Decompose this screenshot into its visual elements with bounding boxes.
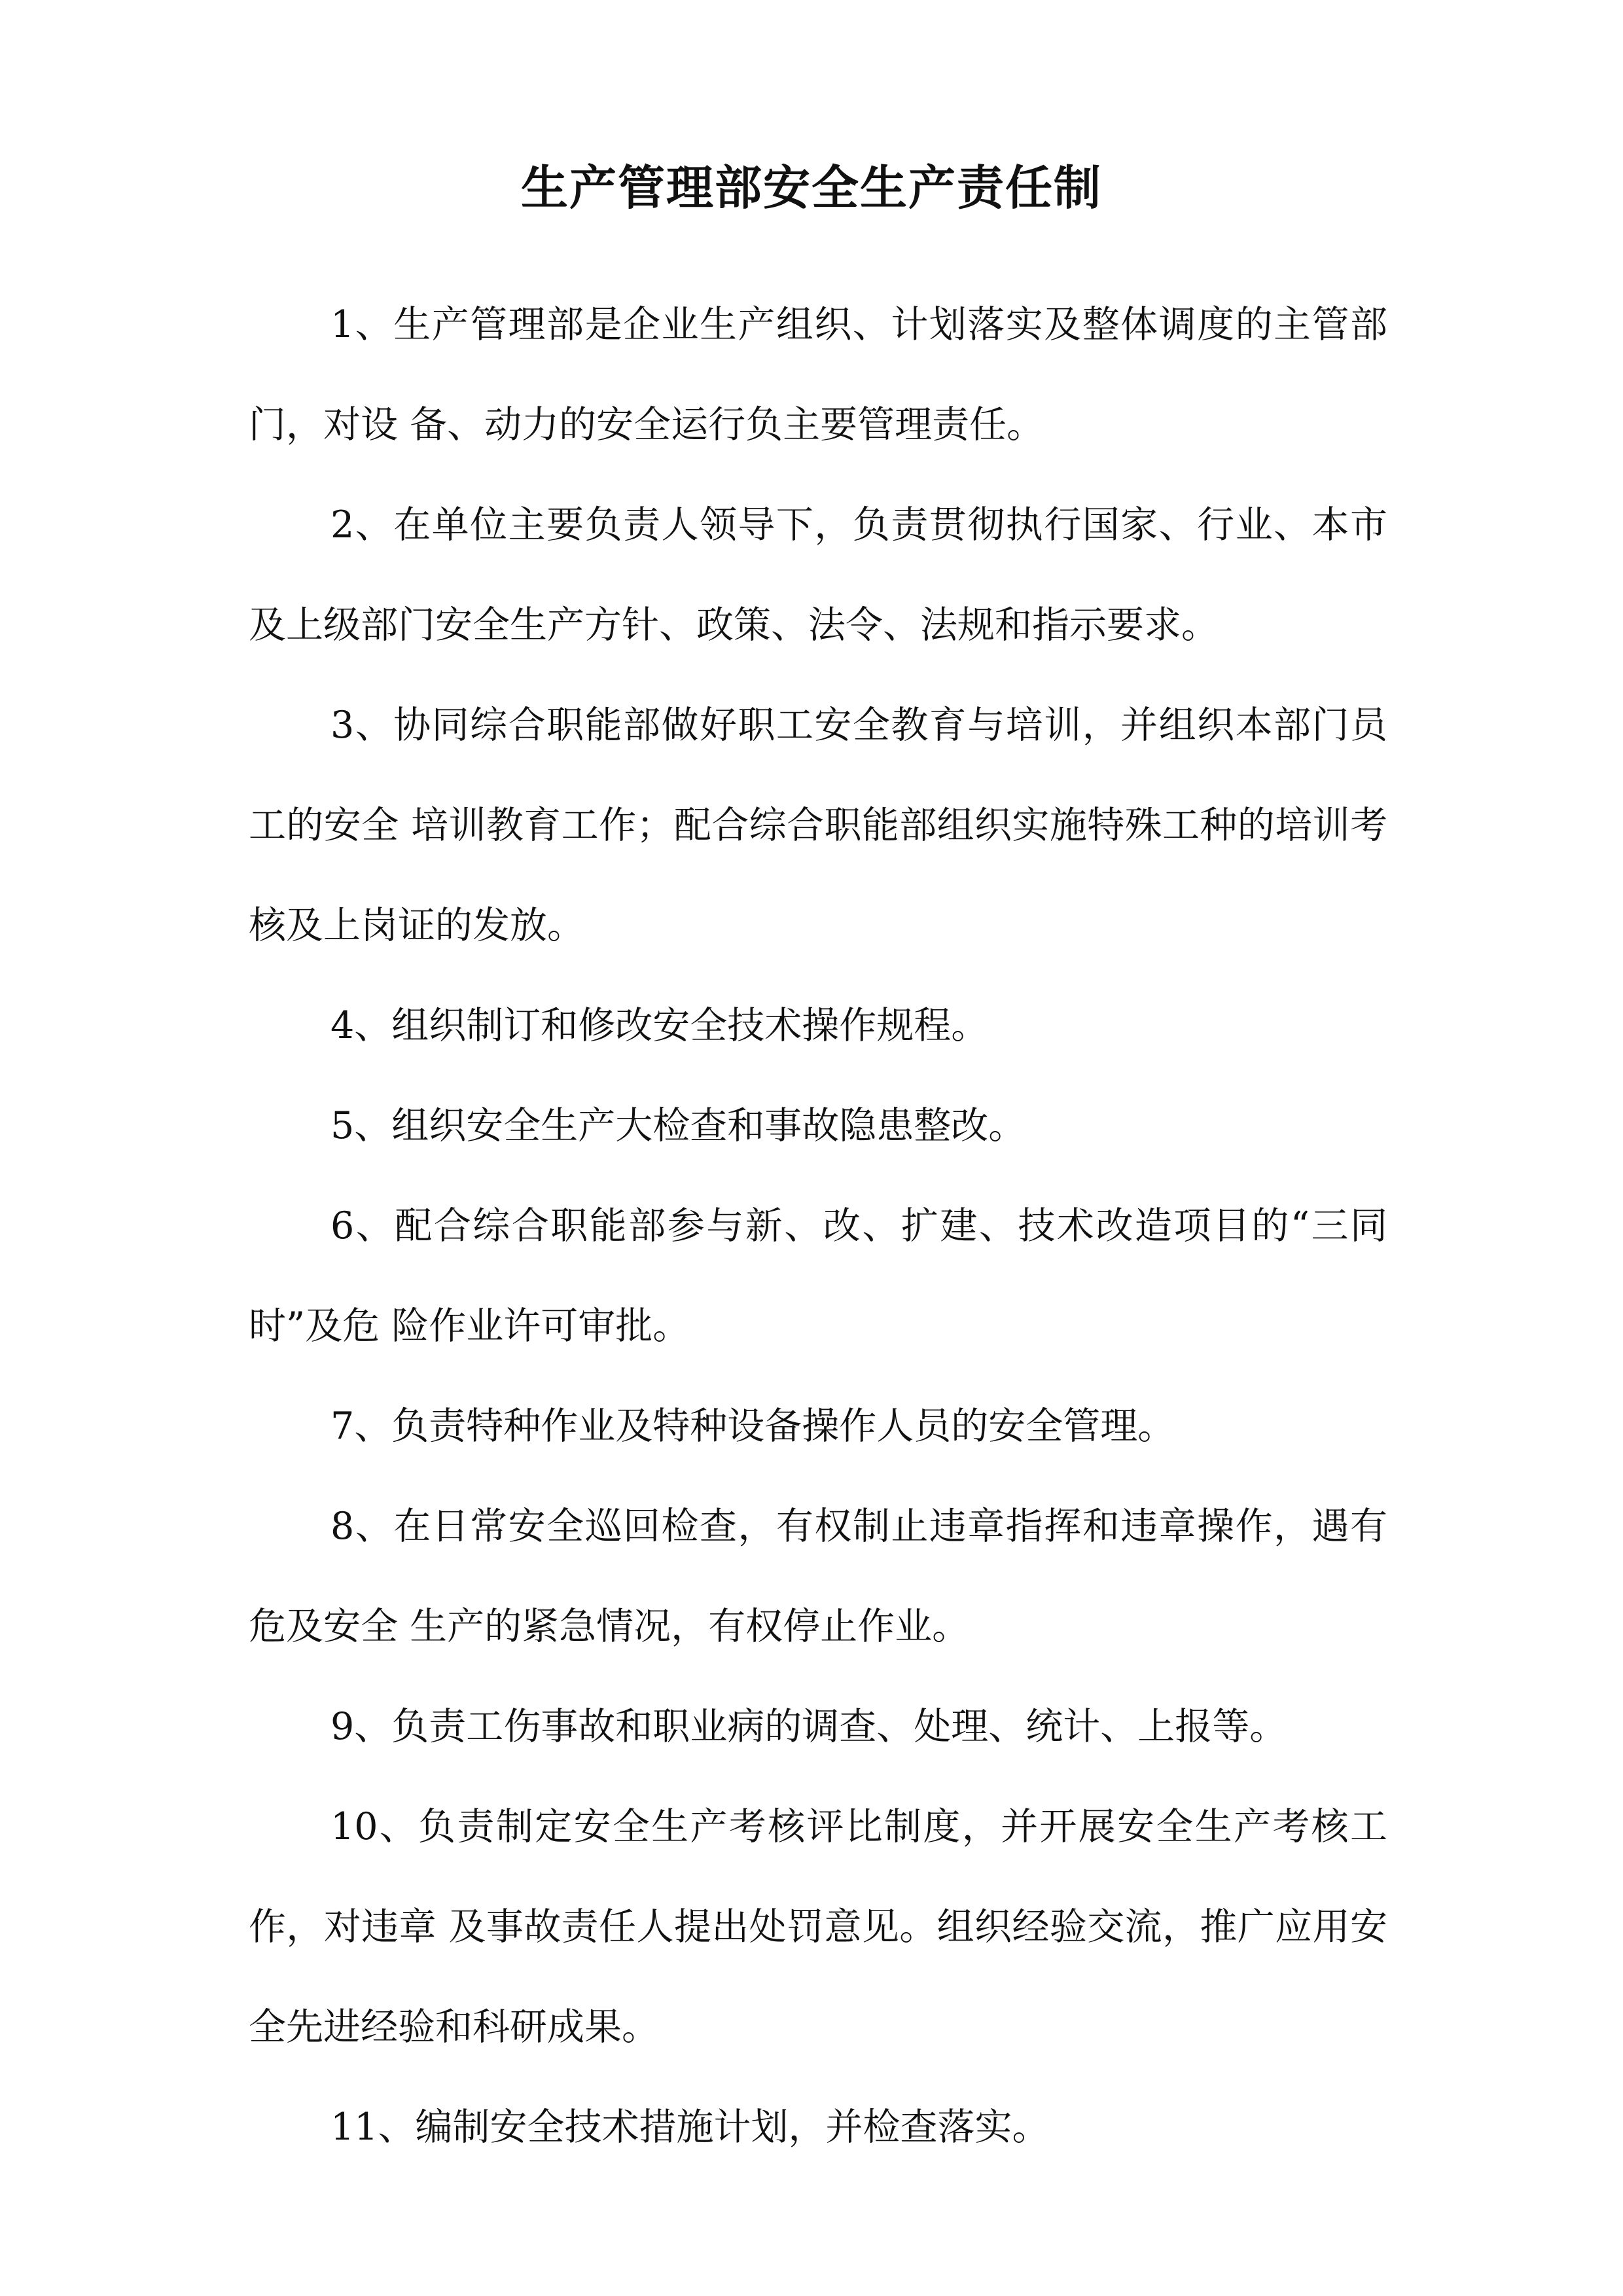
paragraph-4: 4、组织制订和修改安全技术操作规程。	[330, 1004, 989, 1047]
paragraph-1: 1、生产管理部是企业生产组织、计划落实及整体调度的主管部门，对设 备、动力的安全运行负主要管理责任。	[249, 303, 1387, 446]
paragraph-2: 2、在单位主要负责人领导下，负责贯彻执行国家、行业、本市及上级部门安全生产方针、政策、法令、法规和指示要求。	[249, 503, 1387, 647]
paragraph-8: 8、在日常安全巡回检查，有权制止违章指挥和违章操作，遇有危及安全 生产的紧急情况，有权停止作业。	[249, 1505, 1387, 1648]
paragraph-3: 3、协同综合职能部做好职工安全教育与培训，并组织本部门员工的安全 培训教育工作；配合综合职能部组织实施特殊工种的培训考核及上岗证的发放。	[249, 704, 1387, 947]
page-title: 生产管理部安全生产责任制	[520, 160, 1102, 215]
paragraph-5: 5、组织安全生产大检查和事故隐患整改。	[330, 1104, 1026, 1147]
paragraph-6: 6、配合综合职能部参与新、改、扩建、技术改造项目的“三同时”及危 险作业许可审批。	[249, 1204, 1387, 1348]
document-body	[249, 275, 1387, 2178]
paragraph-7: 7、负责特种作业及特种设备操作人员的安全管理。	[330, 1405, 1175, 1448]
paragraph-10: 10、负责制定安全生产考核评比制度，并开展安全生产考核工作，对违章 及事故责任人提出处罚意见。组织经验交流，推广应用安全先进经验和科研成果。	[249, 1805, 1387, 2049]
paragraph-9: 9、负责工伤事故和职业病的调查、处理、统计、上报等。	[330, 1705, 1287, 1748]
paragraph-11: 11、编制安全技术措施计划，并检查落实。	[330, 2106, 1050, 2149]
